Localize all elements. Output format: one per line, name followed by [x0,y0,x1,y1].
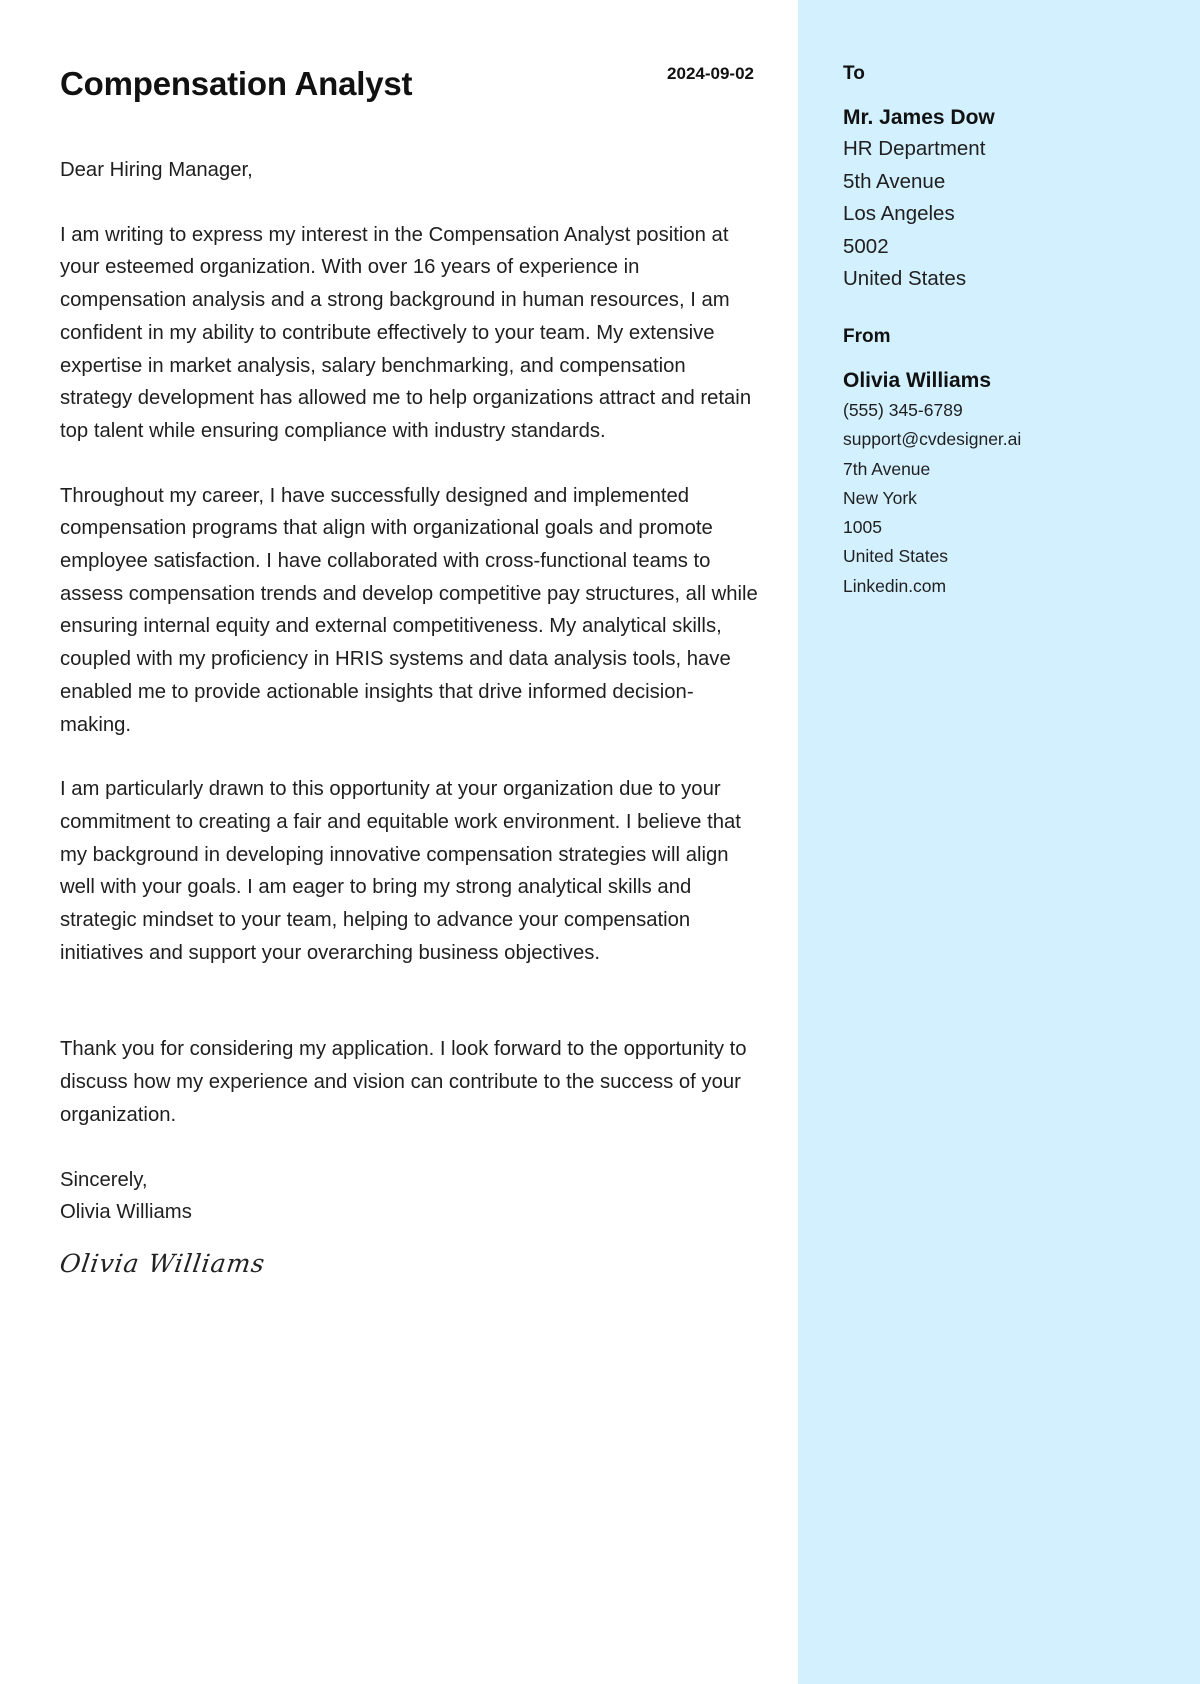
body-paragraph-4: Thank you for considering my application. I look forward to the opportunity to discuss how my experience and vision can contribute to the success of your organization. [60,1038,747,1126]
letter-body [60,154,760,1283]
closing-phrase: Sincerely, [60,1168,148,1191]
letter-date: 2024-09-02 [667,64,754,83]
sender-phone: (555) 345-6789 [843,399,963,420]
sender-website: Linkedin.com [843,575,947,596]
closing-name: Olivia Williams [60,1201,192,1224]
sender-zip: 1005 [843,517,882,538]
sender-city: New York [843,487,917,508]
recipient-department: HR Department [843,137,986,160]
salutation: Dear Hiring Manager, [60,159,253,181]
body-paragraph-1: I am writing to express my interest in the Compensation Analyst position at your esteemed organization. With over 16 years of experience in compensation analysis and a strong background in human resources, I am confident in my ability to contribute effectively to your team. My extensive expertise in market analysis, salary benchmarking, and compensation strategy development has allowed me to help organizations attract and retain top talent while ensuring compliance with industry standards. [60,223,752,442]
recipient-country: United States [843,267,967,291]
sender-contact [843,396,1183,601]
recipient-heading: To [843,63,865,84]
body-paragraph-3: I am particularly drawn to this opportunity at your organization due to your commitment to creating a fair and equitable work environment. I believe that my background in developing innovative compensation strategies will align well with your goals. I am eager to bring my strong analytical skills and strategic mindset to your team, helping to advance your compensation initiatives and support your overarching business objectives. [60,778,741,964]
recipient-zip: 5002 [843,234,889,258]
sender-heading: From [843,325,891,347]
letter-main-column [58,0,758,1684]
handwritten-signature: Olivia Williams [58,1248,268,1278]
letter-title: Compensation Analyst [60,65,413,102]
body-paragraph-2: Throughout my career, I have successfully designed and implemented compensation programs that align with organizational goals and promote employee satisfaction. I have collaborated with cross-functional teams to assess compensation trends and develop competitive pay structures, all while ensuring internal equity and external competitiveness. My analytical skills, coupled with my proficiency in HRIS systems and data analysis tools, have enabled me to provide actionable insights that drive informed decision-making. [60,484,758,736]
recipient-street: 5th Avenue [843,169,946,193]
recipient-city: Los Angeles [843,202,955,226]
contact-details [843,61,1183,601]
contact-sidebar [798,0,1200,1684]
recipient-address [843,133,1183,296]
sender-street: 7th Avenue [843,458,931,479]
sender-name: Olivia Williams [843,368,992,392]
recipient-name: Mr. James Dow [843,106,995,129]
sender-email: support@cvdesigner.ai [843,429,1022,450]
sender-country: United States [843,546,949,567]
